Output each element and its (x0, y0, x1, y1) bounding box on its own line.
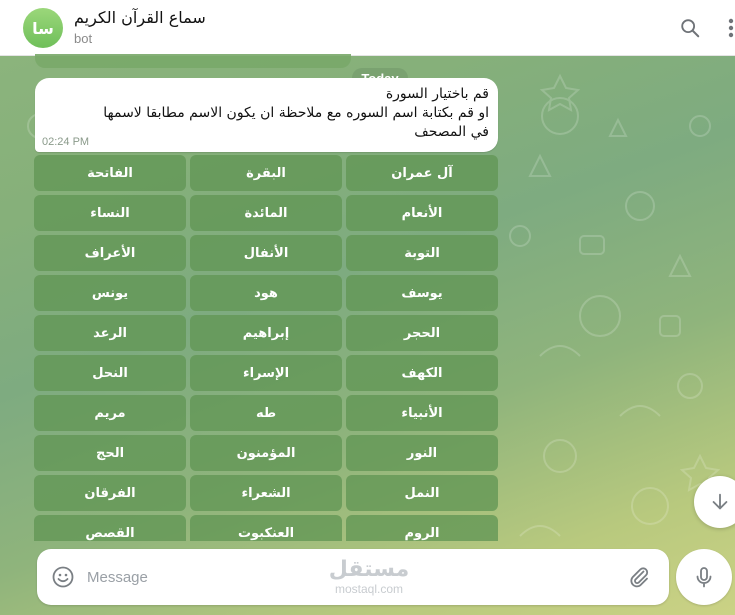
attach-button[interactable] (627, 565, 651, 589)
keyboard-button[interactable]: هود (190, 275, 342, 311)
message-time: 02:24 PM (42, 136, 90, 148)
keyboard-button[interactable]: طه (190, 395, 342, 431)
avatar[interactable]: سا (23, 8, 63, 48)
keyboard-button[interactable]: الأنعام (346, 195, 498, 231)
keyboard-button[interactable]: آل عمران (346, 155, 498, 191)
microphone-icon (692, 565, 716, 589)
bot-message-bubble[interactable] (35, 78, 498, 152)
keyboard-row (34, 195, 498, 231)
keyboard-button[interactable]: الحجر (346, 315, 498, 351)
message-line: في المصحف (414, 124, 489, 140)
keyboard-button[interactable]: المائدة (190, 195, 342, 231)
inline-keyboard (34, 155, 498, 541)
keyboard-button[interactable]: النساء (34, 195, 186, 231)
search-icon (679, 17, 701, 39)
keyboard-button[interactable]: الإسراء (190, 355, 342, 391)
message-composer (37, 549, 669, 605)
message-text (39, 85, 489, 142)
message-input[interactable] (87, 559, 617, 595)
keyboard-button[interactable]: التوبة (346, 235, 498, 271)
watermark-arabic: مستقل (328, 557, 410, 582)
keyboard-button[interactable]: النور (346, 435, 498, 471)
keyboard-button[interactable]: العنكبوت (190, 515, 342, 541)
more-menu-button[interactable] (724, 14, 735, 42)
keyboard-button[interactable]: الشعراء (190, 475, 342, 511)
keyboard-button[interactable]: الروم (346, 515, 498, 541)
message-line: قم باختيار السورة (385, 86, 489, 102)
arrow-down-icon (709, 491, 731, 513)
previous-message-edge (35, 54, 351, 68)
keyboard-row (34, 515, 498, 541)
keyboard-row (34, 235, 498, 271)
emoji-button[interactable] (51, 565, 75, 589)
keyboard-button[interactable]: الرعد (34, 315, 186, 351)
chat-title[interactable]: سماع القرآن الكريم (74, 8, 206, 27)
keyboard-button[interactable]: البقرة (190, 155, 342, 191)
keyboard-button[interactable]: يوسف (346, 275, 498, 311)
keyboard-button[interactable]: الكهف (346, 355, 498, 391)
chat-header (0, 0, 735, 56)
keyboard-button[interactable]: الفاتحة (34, 155, 186, 191)
paperclip-icon (627, 565, 651, 589)
keyboard-button[interactable]: النحل (34, 355, 186, 391)
keyboard-row (34, 355, 498, 391)
keyboard-row (34, 275, 498, 311)
keyboard-row (34, 395, 498, 431)
keyboard-button[interactable]: النمل (346, 475, 498, 511)
voice-record-button[interactable] (676, 549, 732, 605)
keyboard-button[interactable]: الأنبياء (346, 395, 498, 431)
watermark-url: mostaql.com (334, 582, 404, 596)
search-button[interactable] (676, 14, 704, 42)
scroll-to-bottom-button[interactable] (694, 476, 735, 528)
keyboard-button[interactable]: الأعراف (34, 235, 186, 271)
keyboard-button[interactable]: إبراهيم (190, 315, 342, 351)
smile-icon (51, 565, 75, 589)
keyboard-row (34, 435, 498, 471)
keyboard-row (34, 155, 498, 191)
keyboard-button[interactable]: يونس (34, 275, 186, 311)
keyboard-row (34, 475, 498, 511)
keyboard-button[interactable]: الأنفال (190, 235, 342, 271)
keyboard-button[interactable]: مريم (34, 395, 186, 431)
keyboard-button[interactable]: القصص (34, 515, 186, 541)
keyboard-row (34, 315, 498, 351)
keyboard-button[interactable]: الحج (34, 435, 186, 471)
keyboard-button[interactable]: المؤمنون (190, 435, 342, 471)
chat-subtitle: bot (74, 31, 93, 46)
more-vertical-icon (728, 17, 734, 39)
keyboard-button[interactable]: الفرقان (34, 475, 186, 511)
message-line: او قم بكتابة اسم السوره مع ملاحظة ان يكون الاسم مطابقا لاسمها (103, 105, 489, 121)
